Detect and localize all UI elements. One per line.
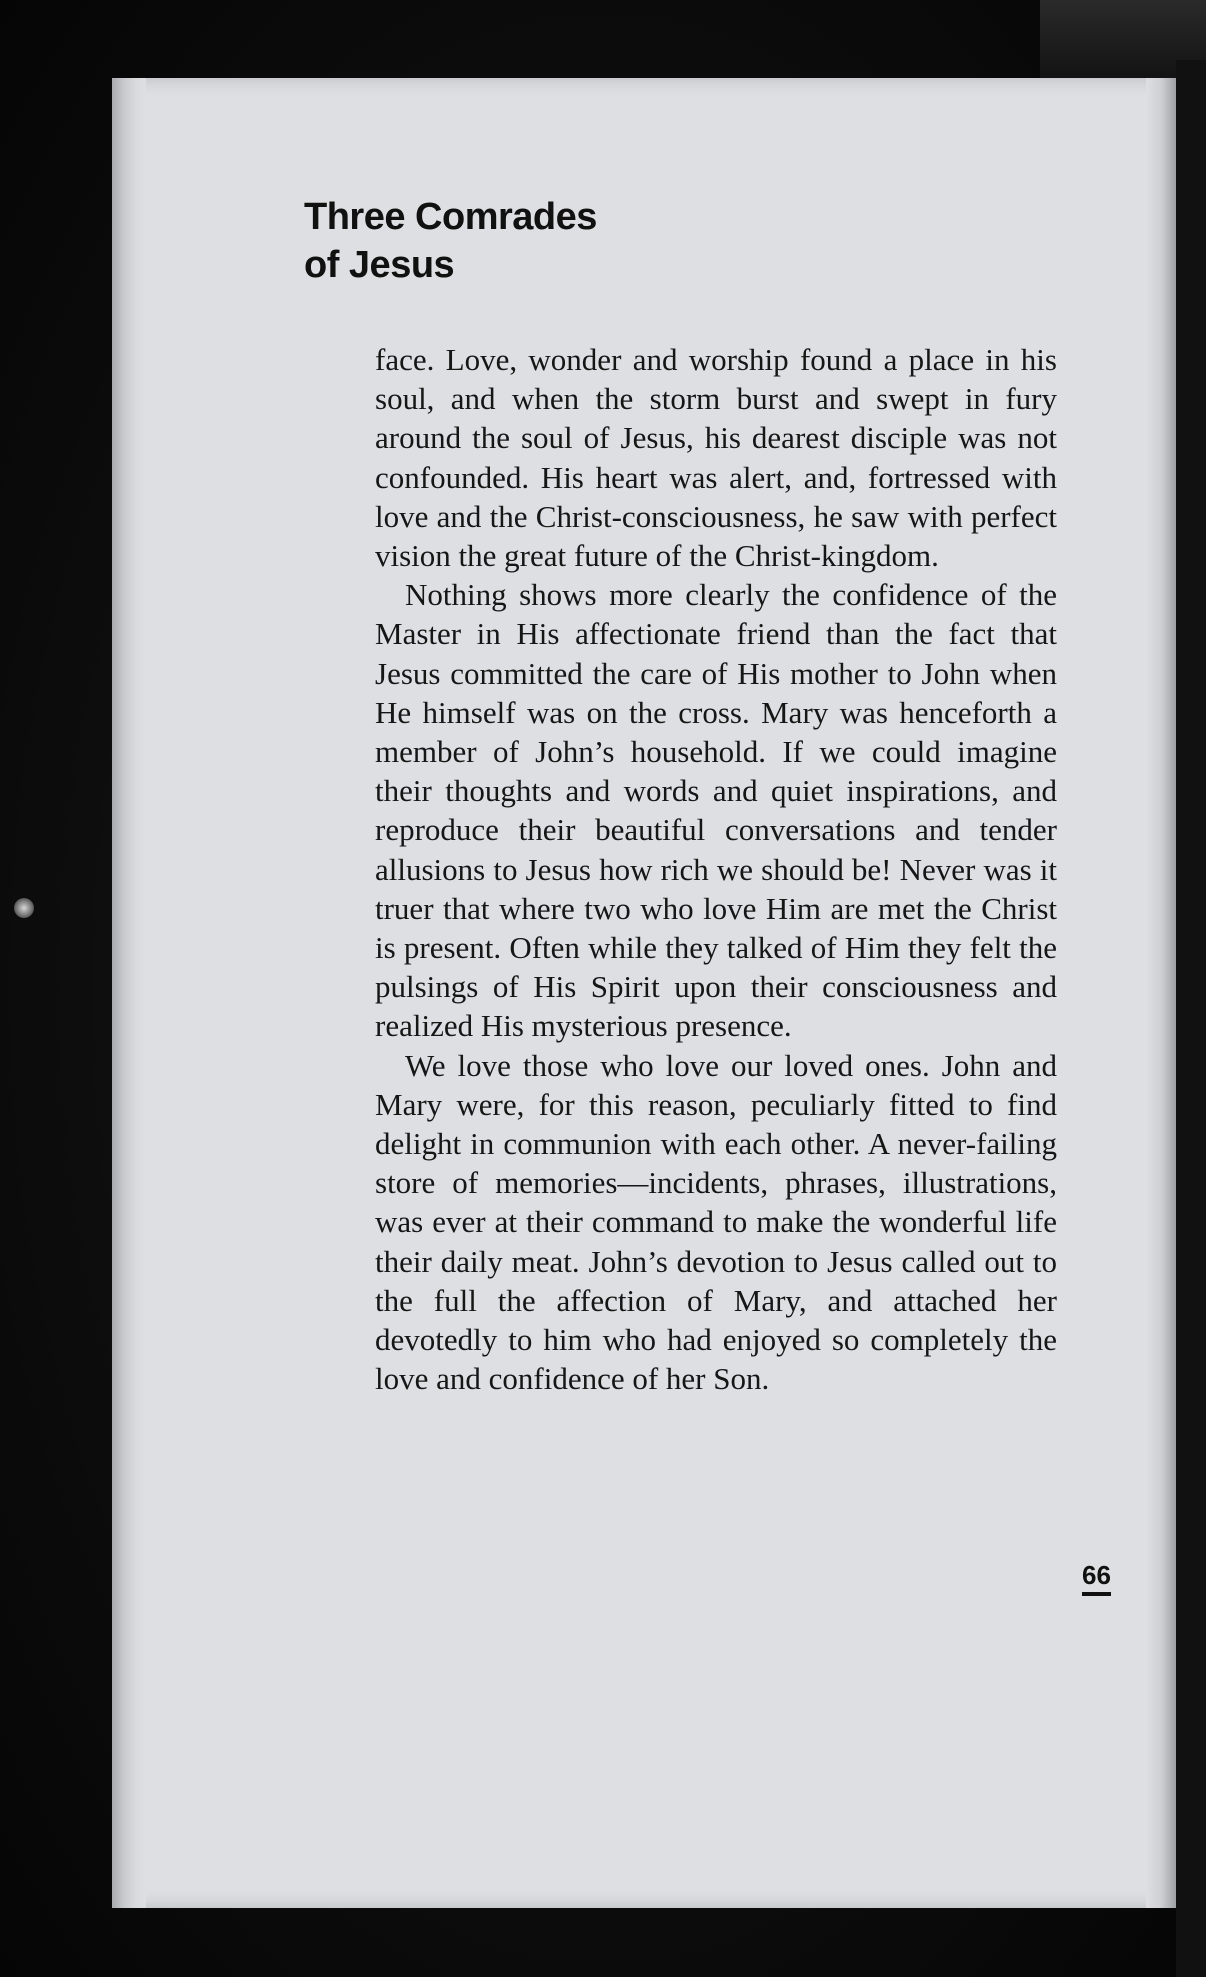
paragraph: face. Love, wonder and worship found a place in his soul, and when the storm burst and swept in fury around the soul of Jesus, his dearest disciple was not confounded. His heart was alert, and, fortressed with love and the Christ-consciousness, he saw with perfect vision the great future of the Christ-kingdom.: [375, 342, 1057, 574]
body-text: [375, 340, 1057, 1398]
page-gutter: [112, 78, 146, 1908]
page-number: 66: [1082, 1560, 1111, 1596]
scan-shadow-right: [1176, 60, 1206, 1977]
paragraph: Nothing shows more clearly the confidence of the Master in His affectionate friend than the fact that Jesus committed the care of His mother to John when He himself was on the cross. Mary was henceforth a member of John’s household. If we could imagine their thoughts and words and quiet inspirations, and reproduce their beautiful conversations and tender allusions to Jesus how rich we should be! Never was it truer that where two who love Him are met the Christ is present. Often while they talked of Him they felt the pulsings of His Spirit upon their consciousness and realized His mysterious presence.: [375, 577, 1057, 1044]
running-title: [304, 193, 597, 289]
scan-speck: [14, 898, 34, 918]
running-title-line-2: of Jesus: [304, 244, 455, 286]
page-edge: [1146, 78, 1176, 1908]
running-title-line-1: Three Comrades: [304, 196, 597, 238]
paragraph: We love those who love our loved ones. John and Mary were, for this reason, peculiarly fitted to find delight in communion with each other. A never-failing store of memories—incidents, phrases, illustrations, was ever at their command to make the wonderful life their daily meat. John’s devotion to Jesus called out to the full the affection of Mary, and attached her devotedly to him who had enjoyed so completely the love and confidence of her Son.: [375, 1047, 1057, 1397]
